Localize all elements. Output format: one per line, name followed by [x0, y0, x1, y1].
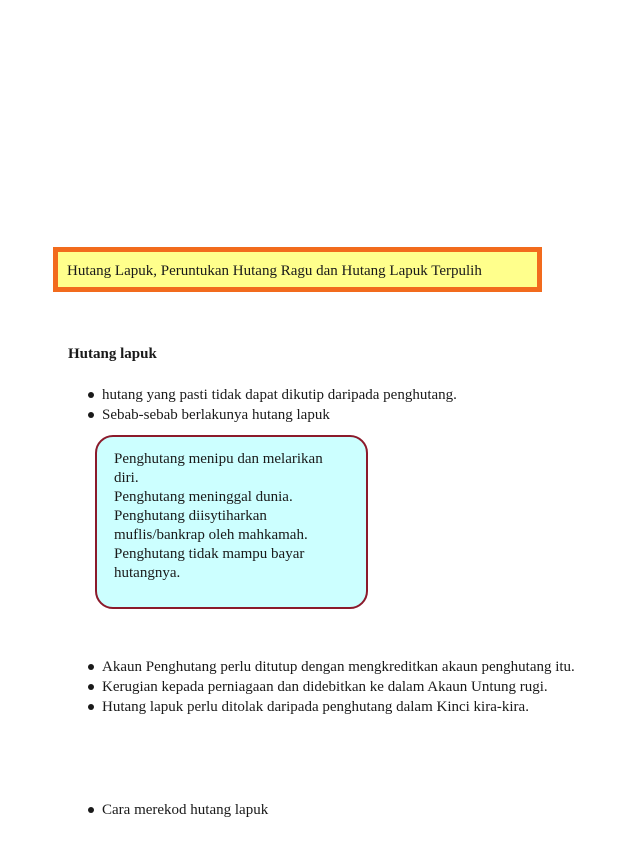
- causes-line: Penghutang diisytiharkan: [114, 508, 267, 524]
- bullet-icon: [88, 684, 94, 690]
- causes-text: [114, 450, 359, 583]
- causes-callout-box: [95, 435, 368, 609]
- causes-line: muflis/bankrap oleh mahkamah.: [114, 527, 308, 543]
- definition-list: [88, 385, 588, 425]
- list-item-text: Akaun Penghutang perlu ditutup dengan mengkreditkan akaun penghutang itu.: [102, 659, 575, 675]
- causes-line: Penghutang menipu dan melarikan: [114, 451, 323, 467]
- list-item-text: Hutang lapuk perlu ditolak daripada penghutang dalam Kinci kira-kira.: [102, 699, 529, 715]
- causes-line: Penghutang tidak mampu bayar: [114, 546, 305, 562]
- list-item-text: Sebab-sebab berlakunya hutang lapuk: [102, 407, 330, 423]
- list-item-text: Kerugian kepada perniagaan dan didebitkan ke dalam Akaun Untung rugi.: [102, 679, 548, 695]
- causes-line: diri.: [114, 470, 139, 486]
- bullet-icon: [88, 664, 94, 670]
- effects-list: [88, 657, 588, 717]
- causes-line: hutangnya.: [114, 565, 181, 581]
- causes-line: Penghutang meninggal dunia.: [114, 489, 293, 505]
- section-heading: Hutang lapuk: [68, 346, 157, 362]
- recording-list: [88, 800, 588, 820]
- list-item: [88, 405, 588, 425]
- bullet-icon: [88, 704, 94, 710]
- list-item: [88, 697, 588, 717]
- list-item: [88, 677, 588, 697]
- list-item: [88, 800, 588, 820]
- list-item: [88, 657, 588, 677]
- list-item-text: Cara merekod hutang lapuk: [102, 802, 269, 818]
- page-title: Hutang Lapuk, Peruntukan Hutang Ragu dan Hutang Lapuk Terpulih: [67, 263, 482, 279]
- bullet-icon: [88, 807, 94, 813]
- bullet-icon: [88, 412, 94, 418]
- list-item-text: hutang yang pasti tidak dapat dikutip daripada penghutang.: [102, 387, 457, 403]
- list-item: [88, 385, 588, 405]
- title-banner: [53, 247, 542, 292]
- bullet-icon: [88, 392, 94, 398]
